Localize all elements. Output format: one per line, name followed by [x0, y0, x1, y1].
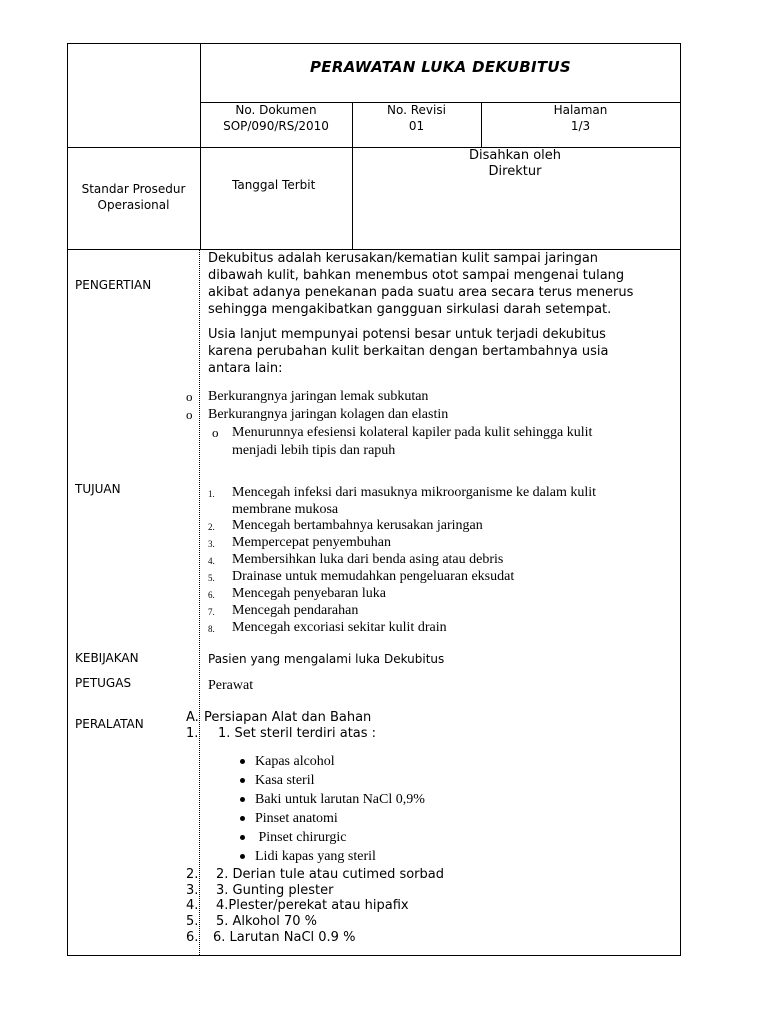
- equipment-num: 3.: [186, 883, 199, 898]
- table-border-right: [680, 43, 681, 956]
- tujuan-num: 5.: [208, 573, 215, 583]
- para1-line: Dekubitus adalah kerusakan/kematian kulit sampai jaringan: [208, 251, 599, 266]
- tujuan-num: 3.: [208, 539, 215, 549]
- bullet-icon: [240, 835, 245, 840]
- bullet-icon: [240, 759, 245, 764]
- para2-line: antara lain:: [208, 361, 283, 376]
- peralatan-label: PERALATAN: [75, 717, 144, 731]
- sub-bullet-marker: o: [212, 425, 219, 440]
- tujuan-num: 2.: [208, 522, 215, 532]
- kebijakan-value: Pasien yang mengalami luka Dekubitus: [208, 652, 445, 666]
- pengertian-para1: [208, 250, 678, 318]
- sterile-item: [240, 810, 338, 827]
- sterile-item: [240, 753, 335, 770]
- bullet-item: Berkurangnya jaringan lemak subkutan: [208, 389, 429, 404]
- equipment-item-1: 1. Set steril terdiri atas :: [218, 726, 377, 741]
- para1-line: dibawah kulit, bahkan menembus otot sampai mengenai tulang: [208, 268, 625, 283]
- para2-line: Usia lanjut mempunyai potensi besar untuk terjadi dekubitus: [208, 327, 606, 342]
- doc-number-label: No. Dokumen: [235, 103, 317, 117]
- sterile-item: [240, 848, 376, 865]
- sterile-item: [240, 829, 347, 846]
- equipment-item-5: 5. Alkohol 70 %: [216, 914, 318, 929]
- sop-label-line2: Operasional: [97, 198, 170, 212]
- para1-line: sehingga mengakibatkan gangguan sirkulasi darah setempat.: [208, 302, 612, 317]
- issue-date-label: Tanggal Terbit: [232, 178, 316, 192]
- equipment-num: 5.: [186, 914, 199, 929]
- tujuan-item-1: Mencegah infeksi dari masuknya mikroorganisme ke dalam kulit: [232, 485, 597, 500]
- equipment-item-3: 3. Gunting plester: [216, 883, 334, 898]
- tujuan-num: 1.: [208, 489, 215, 499]
- equipment-num: 4.: [186, 898, 199, 913]
- table-border-top: [67, 43, 681, 44]
- tujuan-label: TUJUAN: [75, 482, 121, 496]
- equipment-num: 1.: [186, 726, 199, 741]
- page-title: PERAWATAN LUKA DEKUBITUS: [310, 58, 571, 76]
- sub-bullet-line1: Menurunnya efesiensi kolateral kapiler pada kulit sehingga kulit: [232, 425, 593, 440]
- sterile-item-text: Lidi kapas yang steril: [255, 849, 376, 864]
- equipment-num: 2.: [186, 867, 199, 882]
- revision-value: 01: [408, 119, 425, 133]
- section-title: Persiapan Alat dan Bahan: [204, 710, 372, 725]
- sterile-item-text: Baki untuk larutan NaCl 0,9%: [255, 792, 425, 807]
- pengertian-label: PENGERTIAN: [75, 278, 152, 292]
- bullet-icon: [240, 797, 245, 802]
- tujuan-item-2: Mencegah bertambahnya kerusakan jaringan: [232, 518, 483, 533]
- page-number-label: Halaman: [553, 103, 608, 117]
- bullet-marker: o: [186, 407, 193, 422]
- sterile-item-text: Pinset chirurgic: [255, 830, 347, 845]
- table-border-left: [67, 43, 68, 956]
- bullet-marker: o: [186, 389, 193, 404]
- tujuan-item-8: Mencegah excoriasi sekitar kulit drain: [232, 620, 447, 635]
- page-number-value: 1/3: [570, 119, 591, 133]
- tujuan-num: 4.: [208, 556, 215, 566]
- tujuan-item-6: Mencegah penyebaran luka: [232, 586, 386, 601]
- bullet-icon: [240, 778, 245, 783]
- tujuan-num: 6.: [208, 590, 215, 600]
- equipment-item-2: 2. Derian tule atau cutimed sorbad: [216, 867, 445, 882]
- para2-line: karena perubahan kulit berkaitan dengan bertambahnya usia: [208, 344, 609, 359]
- tujuan-item-5: Drainase untuk memudahkan pengeluaran eksudat: [232, 569, 515, 584]
- tujuan-item-1-cont: membrane mukosa: [232, 502, 339, 517]
- approved-by-line1: Disahkan oleh: [468, 148, 562, 163]
- pengertian-para2: [208, 326, 678, 377]
- tujuan-item-7: Mencegah pendarahan: [232, 603, 359, 618]
- tujuan-num: 8.: [208, 624, 215, 634]
- section-marker: A.: [186, 710, 199, 725]
- petugas-label: PETUGAS: [75, 676, 132, 690]
- sterile-item-text: Kapas alcohol: [255, 754, 335, 769]
- sterile-item: [240, 772, 314, 789]
- equipment-item-4: 4.Plester/perekat atau hipafix: [216, 898, 409, 913]
- bullet-icon: [240, 816, 245, 821]
- tujuan-item-3: Mempercepat penyembuhan: [232, 535, 391, 550]
- sterile-item-text: Kasa steril: [255, 773, 315, 788]
- table-border-bottom: [67, 955, 681, 956]
- revision-label: No. Revisi: [387, 103, 446, 117]
- sterile-item: [240, 791, 425, 808]
- equipment-num: 6.: [186, 930, 199, 945]
- sub-bullet-line2: menjadi lebih tipis dan rapuh: [232, 443, 396, 458]
- bullet-item: Berkurangnya jaringan kolagen dan elastin: [208, 407, 449, 422]
- bullet-icon: [240, 854, 245, 859]
- body-dotted-divider: [199, 250, 200, 955]
- doc-number-value: SOP/090/RS/2010: [223, 119, 329, 133]
- tujuan-item-4: Membersihkan luka dari benda asing atau debris: [232, 552, 504, 567]
- para1-line: akibat adanya penekanan pada suatu area secara terus menerus: [208, 285, 634, 300]
- kebijakan-label: KEBIJAKAN: [75, 651, 139, 665]
- sop-label-line1: Standar Prosedur: [81, 182, 186, 196]
- equipment-item-6: 6. Larutan NaCl 0.9 %: [213, 930, 356, 945]
- approved-by-line2: Direktur: [488, 164, 542, 179]
- petugas-value: Perawat: [208, 678, 254, 693]
- sterile-item-text: Pinset anatomi: [255, 811, 338, 826]
- tujuan-num: 7.: [208, 607, 215, 617]
